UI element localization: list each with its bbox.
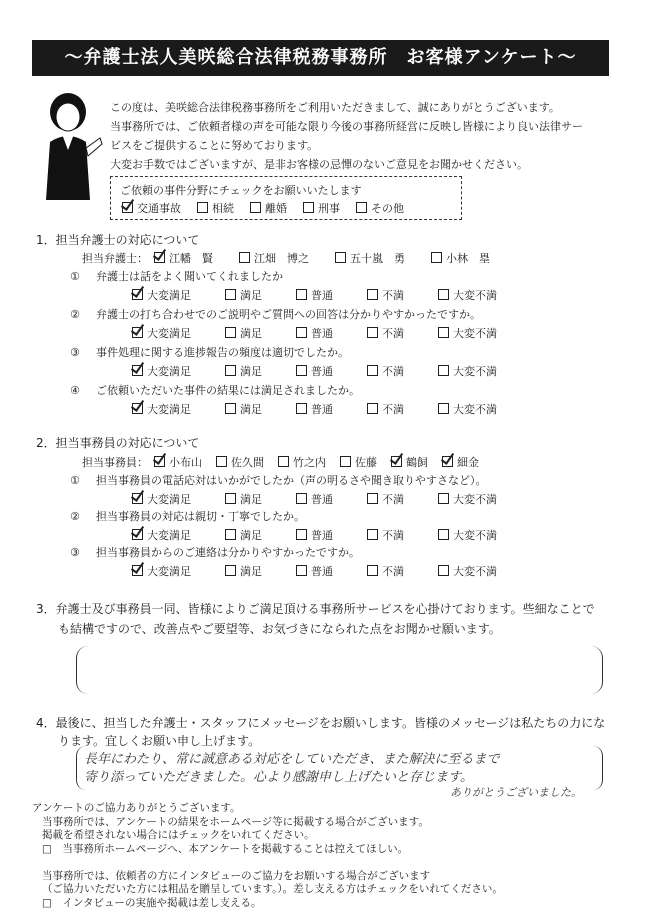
checkbox-icon[interactable]: [225, 403, 236, 414]
rating-option[interactable]: [225, 363, 262, 379]
checkbox-icon[interactable]: [391, 456, 402, 467]
rating-option[interactable]: [296, 287, 333, 303]
option-label: 相続: [212, 202, 234, 215]
checkbox-icon[interactable]: [296, 565, 307, 576]
rating-option[interactable]: [367, 325, 404, 341]
handwritten-message-line: 寄り添っていただきました。心より感謝申し上げたいと存じます。: [84, 770, 473, 785]
option-label: 満足: [240, 365, 262, 378]
page-title: ～弁護士法人美咲総合法律税務事務所 お客様アンケート～: [32, 40, 609, 76]
option-label: 大変満足: [147, 493, 191, 506]
checkbox-icon[interactable]: [438, 365, 449, 376]
rating-option[interactable]: [132, 325, 191, 341]
staff-option[interactable]: [239, 250, 309, 266]
rating-options: [132, 491, 531, 507]
option-label: 不満: [382, 493, 404, 506]
option-label: 普通: [311, 493, 333, 506]
case-type-option[interactable]: [303, 200, 340, 216]
rating-option[interactable]: [438, 363, 497, 379]
rating-option[interactable]: [438, 527, 497, 543]
option-label: 大変不満: [453, 289, 497, 302]
rating-options: [132, 325, 531, 341]
section-2-heading: 2．担当事務員の対応について: [36, 436, 200, 450]
rating-option[interactable]: [438, 401, 497, 417]
option-label: 満足: [240, 565, 262, 578]
intro-text: [110, 98, 583, 174]
checkbox-icon[interactable]: [216, 456, 227, 467]
question-text: [70, 306, 481, 322]
option-label: 大変満足: [147, 327, 191, 340]
option-label: 江畑 博之: [254, 252, 309, 265]
rating-option[interactable]: [132, 491, 191, 507]
rating-option[interactable]: [296, 325, 333, 341]
intro-line: 大変お手数ではございますが、是非お客様の忌憚のないご意見をお聞かせください。: [110, 158, 528, 171]
checkbox-icon[interactable]: [132, 365, 143, 376]
handwritten-message-line: 長年にわたり、常に誠意ある対応をしていただき、また解決に至るまで: [84, 752, 500, 767]
checkbox-icon[interactable]: [225, 365, 236, 376]
checkbox-icon[interactable]: [438, 289, 449, 300]
checkbox-icon[interactable]: [438, 493, 449, 504]
footer-line: □ インタビューの実施や掲載は差し支える。: [42, 896, 262, 909]
intro-line: ビスをご提供することに努めております。: [110, 139, 319, 152]
checkbox-icon[interactable]: [367, 403, 378, 414]
rating-option[interactable]: [367, 287, 404, 303]
question-number: ③: [70, 346, 80, 359]
case-type-options: [122, 200, 420, 216]
option-label: 大変不満: [453, 365, 497, 378]
question-label: 担当事務員の電話応対はいかがでしたか（声の明るさや聞き取りやすさなど）。: [96, 474, 487, 487]
option-label: 不満: [382, 403, 404, 416]
checkbox-icon[interactable]: [367, 493, 378, 504]
option-label: 大変満足: [147, 365, 191, 378]
handwritten-message-line: ありがとうございました。: [450, 786, 582, 799]
checkbox-icon[interactable]: [367, 289, 378, 300]
option-label: 離婚: [265, 202, 287, 215]
section-4-line1: 4．最後に、担当した弁護士・スタッフにメッセージをお願いします。皆様のメッセージは私たちの力にな: [36, 716, 606, 730]
rating-options: [132, 363, 531, 379]
case-type-option[interactable]: [250, 200, 287, 216]
checkbox-icon[interactable]: [303, 202, 314, 213]
rating-option[interactable]: [367, 491, 404, 507]
question-text: [70, 344, 349, 360]
option-label: 満足: [240, 529, 262, 542]
option-label: 大変不満: [453, 493, 497, 506]
checkbox-icon[interactable]: [367, 529, 378, 540]
staff-option[interactable]: [278, 454, 326, 470]
section-4-line2: ります。宜しくお願い申し上げます。: [58, 734, 261, 748]
footer-line: （ご協力いただいた方には粗品を贈呈しています。）。差し支える方はチェックをいれてください。: [42, 883, 503, 895]
checkbox-icon[interactable]: [438, 403, 449, 414]
staff-option[interactable]: [216, 454, 264, 470]
checkbox-icon[interactable]: [278, 456, 289, 467]
footer-notes: [32, 802, 503, 910]
option-label: 大変不満: [453, 565, 497, 578]
question-text: [70, 268, 283, 284]
footer-line: 当事務所では、アンケートの結果をホームページ等に掲載する場合がございます。: [42, 815, 429, 828]
checkbox-icon[interactable]: [296, 327, 307, 338]
staff-option[interactable]: [340, 454, 377, 470]
checkbox-icon[interactable]: [132, 493, 143, 504]
checkbox-icon[interactable]: [296, 365, 307, 376]
section-1-heading: 1．担当弁護士の対応について: [36, 233, 200, 247]
option-label: 不満: [382, 327, 404, 340]
staff-illustration: [32, 90, 104, 200]
option-label: 不満: [382, 365, 404, 378]
comment-field[interactable]: [76, 646, 603, 694]
rating-option[interactable]: [225, 287, 262, 303]
option-label: 普通: [311, 289, 333, 302]
rating-option[interactable]: [225, 527, 262, 543]
question-label: 事件処理に関する進捗報告の頻度は適切でしたか。: [96, 346, 349, 359]
staff-label: 担当弁護士：: [82, 252, 148, 265]
question-number: ②: [70, 308, 80, 321]
footer-line: アンケートのご協力ありがとうございます。: [32, 802, 241, 814]
option-label: 小布山: [169, 456, 202, 469]
checkbox-icon[interactable]: [225, 493, 236, 504]
checkbox-icon[interactable]: [367, 565, 378, 576]
option-label: 満足: [240, 289, 262, 302]
option-label: 満足: [240, 493, 262, 506]
rating-option[interactable]: [296, 527, 333, 543]
checkbox-icon[interactable]: [122, 202, 133, 213]
rating-option[interactable]: [132, 363, 191, 379]
checkbox-icon[interactable]: [296, 403, 307, 414]
checkbox-icon[interactable]: [438, 529, 449, 540]
question-text: [70, 508, 305, 524]
checkbox-icon[interactable]: [132, 327, 143, 338]
case-type-option[interactable]: [122, 200, 181, 216]
rating-option[interactable]: [225, 491, 262, 507]
option-label: 普通: [311, 529, 333, 542]
footer-line: [32, 856, 503, 870]
rating-option[interactable]: [132, 563, 191, 579]
checkbox-icon[interactable]: [356, 202, 367, 213]
question-number: ④: [70, 384, 80, 397]
staff-option[interactable]: [391, 454, 428, 470]
option-label: 大変満足: [147, 403, 191, 416]
option-label: 細金: [457, 456, 479, 469]
checkbox-icon[interactable]: [197, 202, 208, 213]
rating-option[interactable]: [296, 563, 333, 579]
checkbox-icon[interactable]: [296, 529, 307, 540]
checkbox-icon[interactable]: [132, 403, 143, 414]
rating-option[interactable]: [132, 527, 191, 543]
rating-option[interactable]: [367, 527, 404, 543]
option-label: 不満: [382, 529, 404, 542]
footer-line: 当事務所では、依頼者の方にインタビューのご協力をお願いする場合がございます: [42, 869, 431, 882]
question-text: [70, 382, 360, 398]
option-label: その他: [371, 202, 404, 215]
question-text: [70, 472, 487, 488]
footer-line: □ 当事務所ホームページへ、本アンケートを掲載することは控えてほしい。: [42, 842, 409, 855]
question-label: 弁護士は話をよく聞いてくれましたか: [96, 270, 283, 283]
option-label: 佐久間: [231, 456, 264, 469]
staff-option[interactable]: [335, 250, 405, 266]
checkbox-icon[interactable]: [225, 289, 236, 300]
rating-option[interactable]: [367, 363, 404, 379]
option-label: 五十嵐 勇: [350, 252, 405, 265]
rating-option[interactable]: [132, 287, 191, 303]
rating-option[interactable]: [296, 363, 333, 379]
lawyer-selection: [82, 250, 516, 266]
checkbox-icon[interactable]: [132, 565, 143, 576]
option-label: 刑事: [318, 202, 340, 215]
footer-line: 掲載を希望されない場合にはチェックをいれてください。: [42, 829, 315, 841]
option-label: 鶴飼: [406, 456, 428, 469]
rating-options: [132, 287, 531, 303]
rating-option[interactable]: [132, 401, 191, 417]
option-label: 満足: [240, 327, 262, 340]
rating-option[interactable]: [438, 325, 497, 341]
case-type-option[interactable]: [356, 200, 404, 216]
question-number: ②: [70, 510, 80, 523]
option-label: 満足: [240, 403, 262, 416]
section-3-line1: 3．弁護士及び事務員一同、皆様によりご満足頂ける事務所サービスを心掛けております。些細なことで: [36, 602, 595, 616]
option-label: 大変満足: [147, 565, 191, 578]
checkbox-icon[interactable]: [431, 252, 442, 263]
staff-option[interactable]: [154, 250, 213, 266]
rating-options: [132, 401, 531, 417]
option-label: 大変不満: [453, 403, 497, 416]
checkbox-icon[interactable]: [296, 493, 307, 504]
staff-option[interactable]: [442, 454, 479, 470]
option-label: 不満: [382, 565, 404, 578]
checkbox-icon[interactable]: [335, 252, 346, 263]
option-label: 普通: [311, 365, 333, 378]
option-label: 小林 塁: [446, 252, 490, 265]
question-number: ①: [70, 270, 80, 283]
question-label: 担当事務員からのご連絡は分かりやすかったですか。: [96, 546, 360, 559]
option-label: 大変不満: [453, 327, 497, 340]
rating-options: [132, 563, 531, 579]
checkbox-icon[interactable]: [340, 456, 351, 467]
rating-option[interactable]: [438, 563, 497, 579]
case-type-option[interactable]: [197, 200, 234, 216]
rating-option[interactable]: [296, 401, 333, 417]
rating-options: [132, 527, 531, 543]
option-label: 普通: [311, 403, 333, 416]
intro-line: この度は、美咲総合法律税務事務所をご利用いただきまして、誠にありがとうございます。: [110, 101, 560, 114]
option-label: 竹之内: [293, 456, 326, 469]
rating-option[interactable]: [438, 287, 497, 303]
rating-option[interactable]: [225, 401, 262, 417]
checkbox-icon[interactable]: [225, 565, 236, 576]
question-text: [70, 544, 360, 560]
staff-label: 担当事務員：: [82, 456, 148, 469]
option-label: 大変不満: [453, 529, 497, 542]
checkbox-icon[interactable]: [154, 456, 165, 467]
staff-option[interactable]: [154, 454, 202, 470]
clerk-selection: [82, 454, 493, 470]
checkbox-icon[interactable]: [438, 327, 449, 338]
staff-option[interactable]: [431, 250, 490, 266]
checkbox-icon[interactable]: [367, 365, 378, 376]
rating-option[interactable]: [296, 491, 333, 507]
rating-option[interactable]: [438, 491, 497, 507]
option-label: 普通: [311, 327, 333, 340]
option-label: 大変満足: [147, 289, 191, 302]
checkbox-icon[interactable]: [225, 529, 236, 540]
question-number: ③: [70, 546, 80, 559]
checkbox-icon[interactable]: [296, 289, 307, 300]
option-label: 不満: [382, 289, 404, 302]
case-type-prompt: ご依頼の事件分野にチェックをお願いいたします: [120, 184, 362, 197]
checkbox-icon[interactable]: [250, 202, 261, 213]
section-3-line2: も結構ですので、改善点やご要望等、お気づきになられた点をお聞かせ願います。: [58, 622, 501, 636]
checkbox-icon[interactable]: [367, 327, 378, 338]
question-label: 担当事務員の対応は親切・丁寧でしたか。: [96, 510, 305, 523]
rating-option[interactable]: [367, 563, 404, 579]
checkbox-icon[interactable]: [132, 289, 143, 300]
option-label: 大変満足: [147, 529, 191, 542]
question-label: 弁護士の打ち合わせでのご説明やご質問への回答は分かりやすかったですか。: [96, 308, 481, 321]
intro-line: 当事務所では、ご依頼者様の声を可能な限り今後の事務所経営に反映し皆様により良い法律サー: [110, 120, 583, 133]
option-label: 交通事故: [137, 202, 181, 215]
checkbox-icon[interactable]: [442, 456, 453, 467]
checkbox-icon[interactable]: [154, 252, 165, 263]
question-number: ①: [70, 474, 80, 487]
option-label: 江幡 賢: [169, 252, 213, 265]
option-label: 佐藤: [355, 456, 377, 469]
option-label: 普通: [311, 565, 333, 578]
rating-option[interactable]: [225, 325, 262, 341]
checkbox-icon[interactable]: [438, 565, 449, 576]
rating-option[interactable]: [367, 401, 404, 417]
rating-option[interactable]: [225, 563, 262, 579]
checkbox-icon[interactable]: [225, 327, 236, 338]
checkbox-icon[interactable]: [132, 529, 143, 540]
checkbox-icon[interactable]: [239, 252, 250, 263]
question-label: ご依頼いただいた事件の結果には満足されましたか。: [96, 384, 360, 397]
